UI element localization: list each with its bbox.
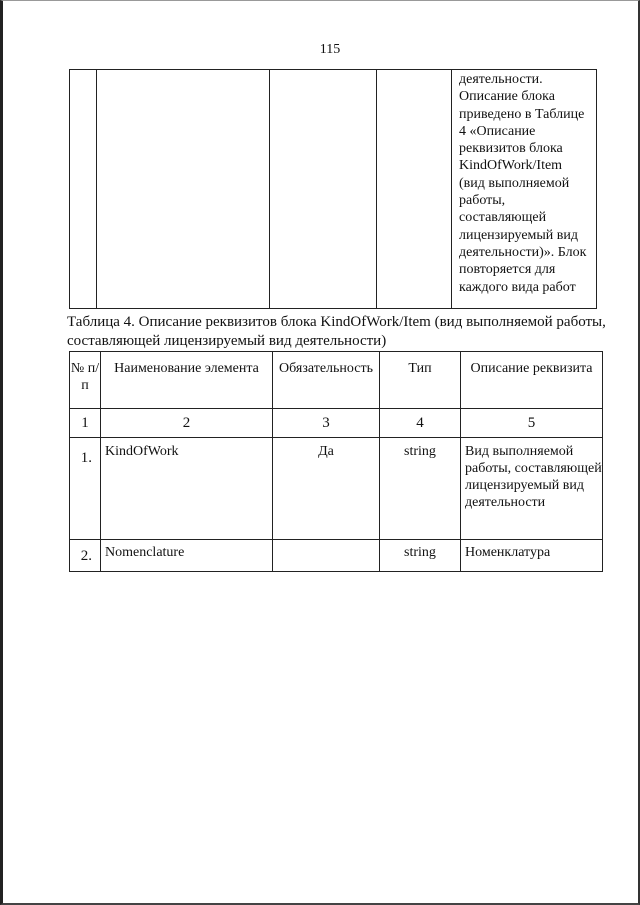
desc-line: реквизитов блока [459, 141, 563, 157]
row-required: Да [273, 438, 380, 540]
row-description: Вид выполняемой работы, составляющей лицензируемый вид деятельности [461, 438, 603, 540]
desc-line: повторяется для [459, 262, 556, 278]
table-row [70, 438, 603, 540]
column-number: 4 [380, 409, 461, 438]
header-num: № п/п [70, 352, 101, 409]
desc-line: деятельности. [459, 72, 543, 87]
row-name: Nomenclature [101, 540, 273, 572]
cont-cell-type [377, 70, 452, 309]
page-number: 115 [319, 42, 341, 57]
desc-line: деятельности)». Блок [459, 244, 587, 260]
column-number: 3 [273, 409, 380, 438]
desc-line: каждого вида работ [459, 279, 576, 295]
cont-cell-required [270, 70, 377, 309]
desc-line: (вид выполняемой [459, 175, 570, 191]
row-description: Номенклатура [461, 540, 603, 572]
row-required [273, 540, 380, 572]
column-number: 5 [461, 409, 603, 438]
header-description: Описание реквизита [461, 352, 603, 409]
header-required: Обязательность [273, 352, 380, 409]
row-name: KindOfWork [101, 438, 273, 540]
table-row [70, 540, 603, 572]
cont-cell-name [97, 70, 270, 309]
desc-line: KindOfWork/Item [459, 158, 563, 174]
cont-cell-num [70, 70, 97, 309]
desc-line: составляющей [459, 210, 547, 226]
desc-line: Описание блока [459, 89, 555, 105]
table-caption: Таблица 4. Описание реквизитов блока KindOfWork/Item (вид выполняемой работы, составляющей лицензируемый вид деятельности) [67, 314, 606, 349]
header-type: Тип [380, 352, 461, 409]
desc-line: работы, [459, 193, 506, 209]
row-type: string [380, 540, 461, 572]
column-number: 1 [70, 409, 101, 438]
header-name: Наименование элемента [101, 352, 273, 409]
column-number: 2 [101, 409, 273, 438]
table-row [70, 70, 597, 309]
row-num: 1. [70, 438, 101, 540]
continuation-description [452, 70, 596, 296]
row-type: string [380, 438, 461, 540]
cont-cell-description [452, 70, 597, 309]
desc-line: приведено в Таблице [459, 106, 585, 122]
desc-line: 4 «Описание [459, 123, 536, 139]
desc-line: лицензируемый вид [459, 227, 579, 243]
header-row [70, 352, 603, 409]
continuation-table [69, 69, 597, 309]
row-num: 2. [70, 540, 101, 572]
column-number-row [70, 409, 603, 438]
attributes-table [69, 351, 603, 572]
